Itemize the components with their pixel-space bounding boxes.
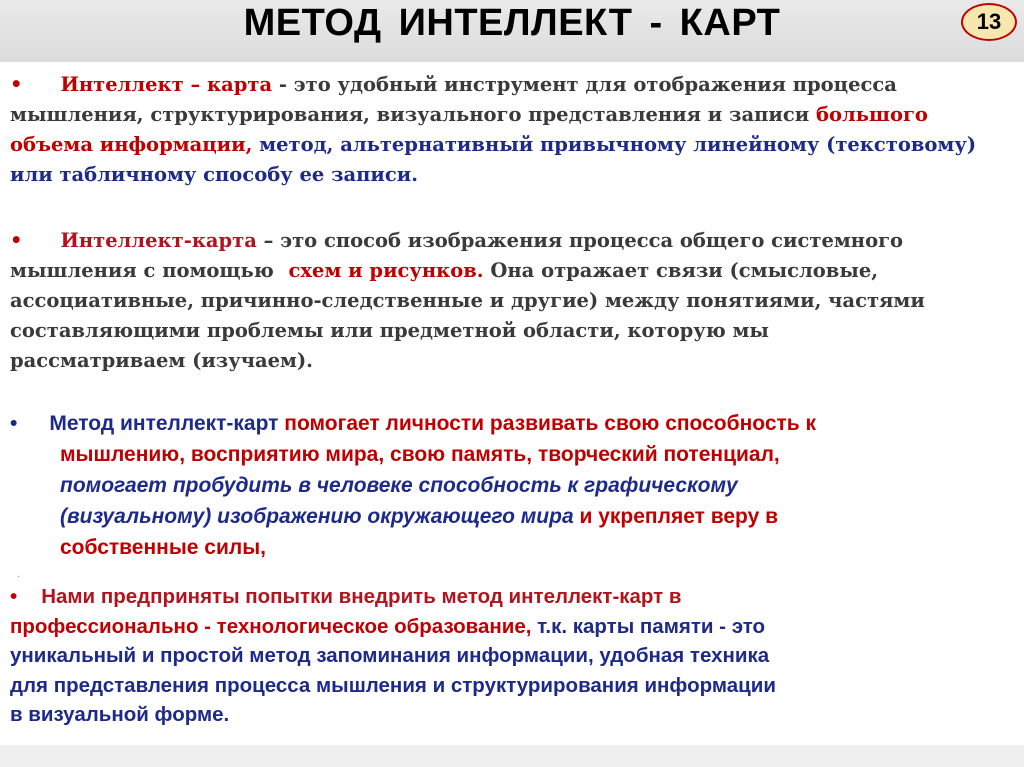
paragraph-1-line-2: [10, 100, 976, 130]
paragraph-4-line-4: для представления процесса мышления и структурирования информации: [10, 673, 776, 697]
paragraph-1-line-1: [10, 70, 976, 100]
bullet: •: [10, 585, 18, 608]
paragraph-2-line-3: ассоциативные, причинно-следственные и другие) между понятиями, частями: [10, 289, 925, 312]
paragraph-3-line-3: помогает пробудить в человеке способность к графическому: [60, 474, 738, 497]
paragraph-2-line-4: составляющими проблемы или предметной области, которую мы: [10, 319, 769, 342]
highlight: схем и рисунков.: [288, 259, 484, 282]
page-number-badge: 13: [961, 3, 1017, 41]
text: т.к. карты памяти - это: [531, 614, 766, 638]
paragraph-2-line-1: [10, 226, 925, 256]
paragraph-1-line-4: или табличному способу ее записи.: [10, 163, 419, 186]
bullet: •: [10, 412, 18, 435]
paragraph-1: [10, 70, 976, 190]
footer-band: [0, 745, 1024, 767]
slide-title: МЕТОД ИНТЕЛЛЕКТ - КАРТ: [243, 2, 781, 44]
term: Интеллект-карта: [60, 229, 257, 252]
paragraph-3-line-2: мышлению, восприятию мира, свою память, творческий потенциал,: [60, 443, 780, 466]
text: – это способ изображения процесса общего системного: [256, 229, 904, 252]
bullet: •: [10, 73, 23, 96]
bullet: •: [10, 229, 23, 252]
text: Нами предприняты попытки внедрить метод интеллект-карт в: [41, 585, 682, 608]
text: Она отражает связи (смысловые,: [483, 259, 879, 282]
paragraph-3-line-5: собственные силы,: [60, 536, 266, 559]
highlight: профессионально - технологическое образование,: [10, 614, 532, 638]
highlight: большого: [816, 103, 928, 126]
text: это удобный инструмент для отображения процесса: [293, 73, 897, 96]
stray-dot: .: [17, 569, 21, 580]
lead: Метод интеллект-карт: [49, 412, 279, 435]
paragraph-2-line-5: рассматриваем (изучаем).: [10, 349, 313, 372]
text: метод, альтернативный привычному линейному (текстовому): [252, 133, 977, 156]
paragraph-3-line-1: [10, 408, 816, 439]
text: помогает личности развивать свою способность к: [278, 412, 817, 435]
paragraph-1-line-3: [10, 130, 976, 160]
paragraph-4: [10, 582, 776, 730]
paragraph-4-line-1: [10, 582, 776, 612]
dash: -: [272, 73, 294, 96]
text: мышления, структурирования, визуального представления и записи: [10, 103, 810, 126]
text: (визуальному) изображению окружающего мира: [60, 505, 574, 528]
paragraph-4-line-2: [10, 612, 776, 642]
paragraph-3: [10, 408, 816, 563]
text: и укрепляет веру в: [573, 505, 779, 528]
paragraph-2: [10, 226, 925, 376]
term: Интеллект – карта: [60, 73, 273, 96]
paragraph-4-line-3: уникальный и простой метод запоминания информации, удобная техника: [10, 644, 770, 667]
text: мышления с помощью: [10, 259, 281, 282]
highlight: объема информации,: [10, 133, 253, 156]
paragraph-3-line-4: [10, 501, 816, 532]
paragraph-2-line-2: [10, 256, 925, 286]
paragraph-4-line-5: в визуальной форме.: [10, 703, 230, 726]
